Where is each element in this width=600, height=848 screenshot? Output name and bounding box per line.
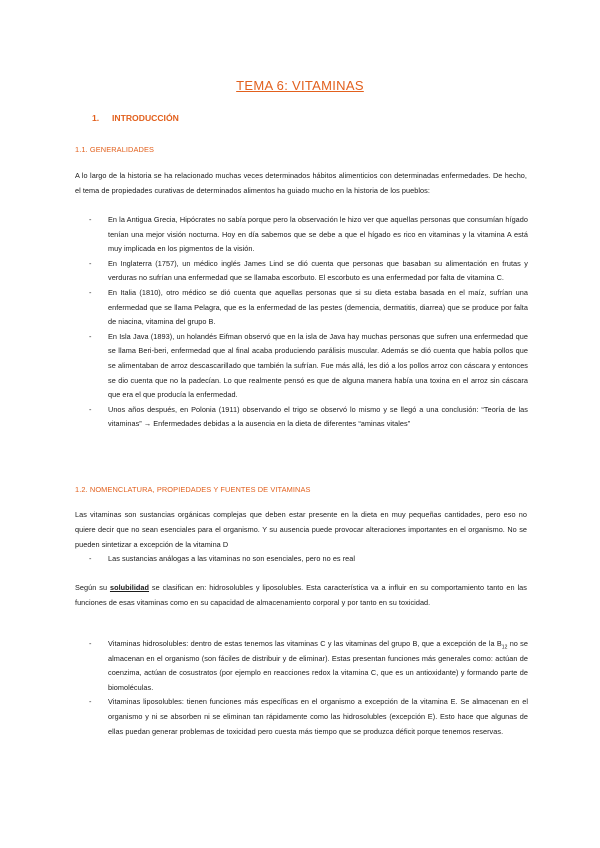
analog-list [88, 552, 528, 567]
intro-paragraph: A lo largo de la historia se ha relacionado muchas veces determinados hábitos alimenticios con determinadas enfermedades. De hecho, el tema de propiedades curativas de determinados alimentos ha guiado mucho en la historia de los pueblos: [75, 171, 527, 195]
list-item: - En Isla Java (1893), un holandés Eifman observó que en la isla de Java hay muchas personas que sufren una enfermedad que se llama Beri-beri, enfermedad que al final acaba produciendo parálisis muscular. Además se dió cuenta que había pollos que se alimentaban de arroz descascarillado que también la sufrían. Fue más allá, les dió a los pollos arroz con cáscara y entonces se dio cuenta que no la padecían. Lo que realmente pensó es que de alguna manera había una toxina en el arroz sin cáscara que era el que producía la enfermedad. [88, 330, 528, 403]
solubility-keyword: solubilidad [109, 583, 150, 592]
solubility-lead: Según su [75, 583, 110, 592]
section-number: 1. [92, 113, 100, 123]
hydro-subscript: 12 [501, 644, 508, 651]
solubility-paragraph [75, 581, 527, 611]
list-item: - En la Antigua Grecia, Hipócrates no sabía porque pero la observación le hizo ver que aquellas personas que consumían hígado tenían una mejor visión nocturna. Hoy en día sabemos que se debe a que el hígado es rico en vitaminas y la vitamina A está muy implicada en los pigmentos de la visión. [88, 213, 528, 257]
section-label: INTRODUCCIÓN [112, 113, 179, 123]
subsection-heading-nomenclatura: 1.2. NOMENCLATURA, PROPIEDADES Y FUENTES DE VITAMINAS [75, 485, 311, 494]
list-item: - Las sustancias análogas a las vitaminas no son esenciales, pero no es real [88, 552, 528, 567]
list-item-liposoluble: - Vitaminas liposolubles: tienen funciones más específicas en el organismo a excepción de la vitamina E. Se almacenan en el organismo y ni se absorben ni se eliminan tan rápidamente como las hidrosolubles (excepción E). Esto hace que algunas de ellas puedan generar problemas de toxicidad pero cuesta más tiempo que se produzca déficit porque tenemos reservas. [88, 695, 528, 739]
solubility-rest: se clasifican en: hidrosolubles y liposolubles. Esta característica va a influir en su comportamiento tanto en las funciones de esas vitaminas como en su capacidad de almacenamiento corporal y por tanto en su toxicidad. [75, 583, 527, 607]
list-item: - En Italia (1810), otro médico se dió cuenta que aquellas personas que si su dieta estaba basada en el maíz, sufrían una enfermedad que se llama Pelagra, que es la enfermedad de las pestes (demencia, dermatitis, diarrea) que se produce por falta de niacina, vitamina del grupo B. [88, 286, 528, 330]
list-item: - Unos años después, en Polonia (1911) observando el trigo se observó lo mismo y se llegó a una conclusión: “Teoría de las vitaminas” → Enfermedades debidas a la ausencia en la dieta de diferentes “aminas vitales” [88, 403, 528, 432]
hydro-text-end: no se almacenan en el organismo (son fáciles de distribuir y de eliminar). Estas presentan funciones más generales como: actúan de coenzima, actúan de cosustratos (por ejemplo en reacciones redox la vitamina C, que es un antioxidante) y formando parte de biomoléculas. [108, 639, 528, 692]
subsection-heading-generalidades: 1.1. GENERALIDADES [75, 145, 155, 154]
vitamins-paragraph: Las vitaminas son sustancias orgánicas complejas que deben estar presente en la dieta en muy pequeñas cantidades, pero eso no quiere decir que no sean esenciales para el organismo. Y su ausencia puede provocar alteraciones importantes en el organismo. No se pueden sintetizar a excepción de la vitamina D [75, 510, 527, 549]
history-list [88, 213, 528, 432]
list-item: - En Inglaterra (1757), un médico inglés James Lind se dió cuenta que personas que basaban su alimentación en frutas y verduras no sufrían una enfermedad que se llamaba escorbuto. El escorbuto es una enfermedad por falta de vitamina C. [88, 257, 528, 286]
solubility-list [88, 637, 528, 739]
page-title: TEMA 6: VITAMINAS [236, 78, 364, 93]
list-item-hydrosoluble [88, 637, 528, 695]
section-heading-introduccion [92, 113, 179, 123]
hydro-text-start: Vitaminas hidrosolubles: dentro de estas tenemos las vitaminas C y las vitaminas del grupo B, que a excepción de la B [108, 639, 502, 648]
